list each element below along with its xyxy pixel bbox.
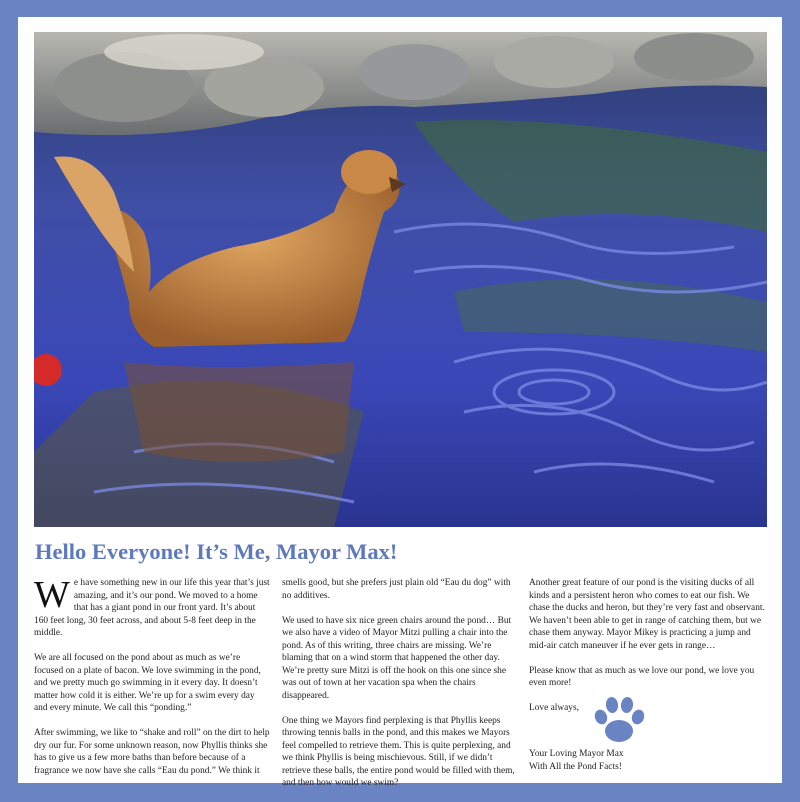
newsletter-headline: Hello Everyone! It’s Me, Mayor Max! [35,539,398,564]
column-3 [529,577,765,727]
newsletter-page [18,17,782,788]
column-2 [282,577,518,802]
paw-print-icon [592,695,646,745]
drop-cap: W [34,574,70,616]
paragraph: After swimming, we like to “shake and roll” on the dirt to help dry our fur. For some unknown reason, now Phyllis thinks she has to give us a few more baths than before because of a fragrance we now have she calls “Eau du pond.” We think it [34,728,270,776]
paragraph: smells good, but she prefers just plain old “Eau du dog” with no additives. [282,578,511,601]
signature [529,748,624,773]
signature-line-1: Your Loving Mayor Max [529,749,624,759]
paragraph: We used to have six nice green chairs around the pond… But we also have a video of Mayor Mitzi pulling a chair into the pond. As of this writing, three chairs are missing. We’re blaming that on a wind storm that happened the other day. We’re pretty sure Mitzi is off the hook on this one since she was out of town at her vacation spa when the chairs disappeared. [282,615,512,701]
paragraph: We are all focused on the pond about as much as we’re focused on a plate of bacon. We love swimming in the pond, and we pretty much go swimming in it every day. It doesn’t matter how cold it is either. We’re up for a swim every day and every minute. We call this “ponding.” [34,653,261,713]
paragraph: We have something new in our life this year that’s just amazing, and it’s our pond. We moved to a home that has a giant pond in our front yard. It’s about 160 feet long, 30 feet across, and about 5-8 feet deep in the middle. [34,574,270,638]
paragraph: Please know that as much as we love our pond, we love you even more! [529,665,755,688]
dog-in-pond-photo [34,32,767,527]
signature-line-2: With All the Pond Facts! [529,761,622,772]
paragraph: Another great feature of our pond is the visiting ducks of all kinds and a persistent heron who comes to eat our fish. We chase the ducks and heron, but they’re very fast and observant. We haven’t been able to get in range of catching them, but we chase them anyway. Mayor Mikey is practicing a jump and mid-air catch maneuver if he ever gets in range… [529,578,765,651]
closing-line: Love always, [529,703,579,713]
paragraph: One thing we Mayors find perplexing is that Phyllis keeps throwing tennis balls in the pond, and this makes we Mayors feel compelled to retrieve them. This is quite perplexing, and we think Phyllis is being mischievous. Still, if we didn’t retrieve these balls, the entire pond would be filled with them, and then how would we swim? [282,715,515,788]
column-1 [34,574,270,790]
